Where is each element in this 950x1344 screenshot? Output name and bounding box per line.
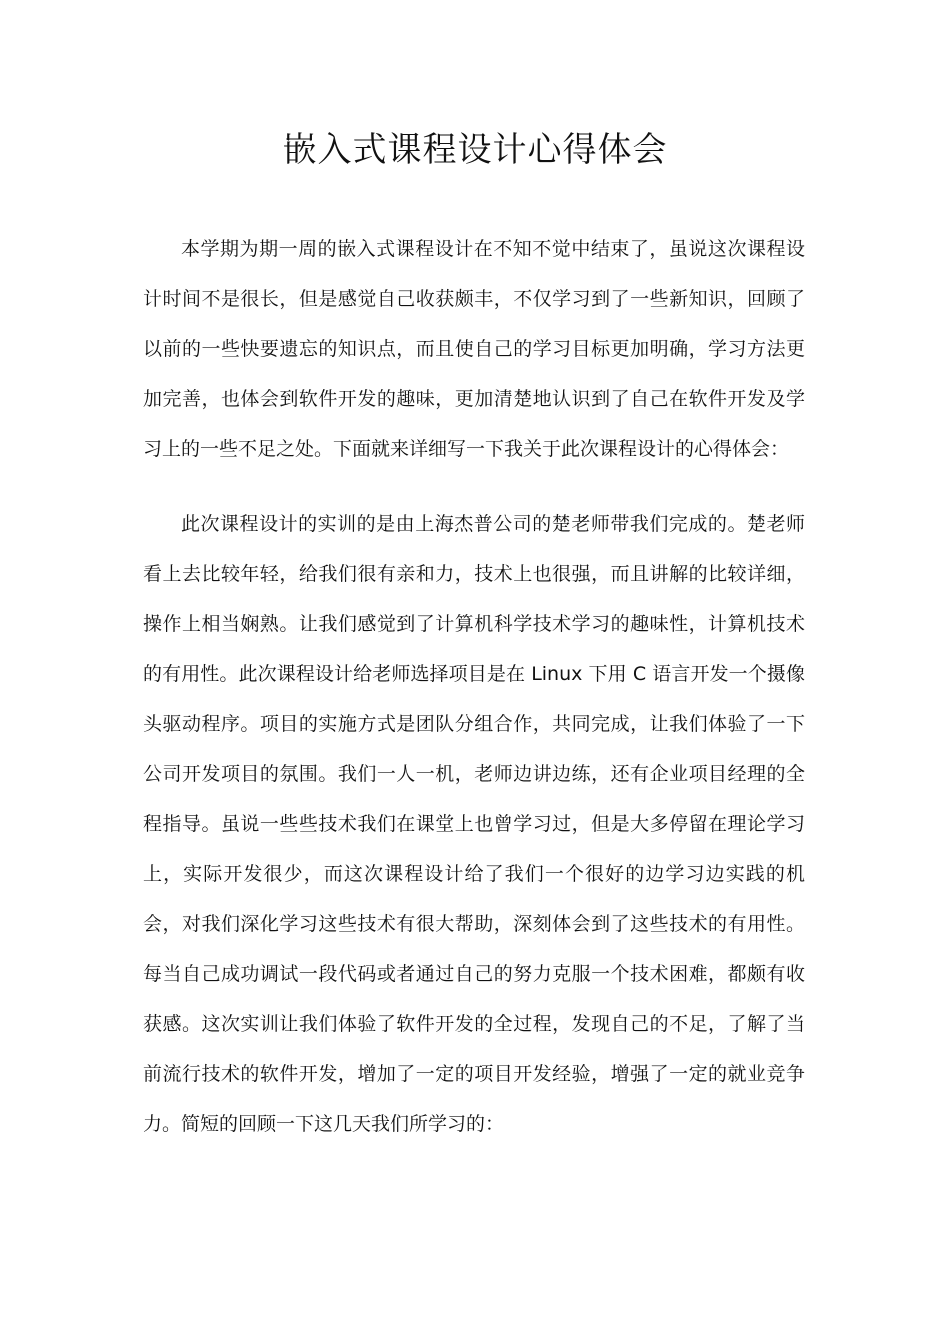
paragraph-intro: 本学期为期一周的嵌入式课程设计在不知不觉中结束了，虽说这次课程设计时间不是很长，但是感觉自己收获颇丰，不仅学习到了一些新知识，回顾了以前的一些快要遗忘的知识点，而且使自己的学习目标更加明确，学习方法更加完善，也体会到软件开发的趣味，更加清楚地认识到了自己在软件开发及学习上的一些不足之处。下面就来详细写一下我关于此次课程设计的心得体会： [143, 238, 805, 460]
document-title: 嵌入式课程设计心得体会 [282, 130, 668, 170]
paragraph-training: 此次课程设计的实训的是由上海杰普公司的楚老师带我们完成的。楚老师看上去比较年轻，给我们很有亲和力，技术上也很强，而且讲解的比较详细，操作上相当娴熟。让我们感觉到了计算机科学技术学习的趣味性，计算机技术的有用性。此次课程设计给老师选择项目是在 Linux 下用 C 语言开发一个摄像头驱动程序。项目的实施方式是团队分组合作，共同完成，让我们体验了一下公司开发项目的氛围。我们一人一机，老师边讲边练，还有企业项目经理的全程指导。虽说一些些技术我们在课堂上也曾学习过，但是大多停留在理论学习上，实际开发很少，而这次课程设计给了我们一个很好的边学习边实践的机会，对我们深化学习这些技术有很大帮助，深刻体会到了这些技术的有用性。每当自己成功调试一段代码或者通过自己的努力克服一个技术困难，都颇有收获感。这次实训让我们体验了软件开发的全过程，发现自己的不足，了解了当前流行技术的软件开发，增加了一定的项目开发经验，增强了一定的就业竞争力。简短的回顾一下这几天我们所学习的： [143, 513, 805, 1135]
